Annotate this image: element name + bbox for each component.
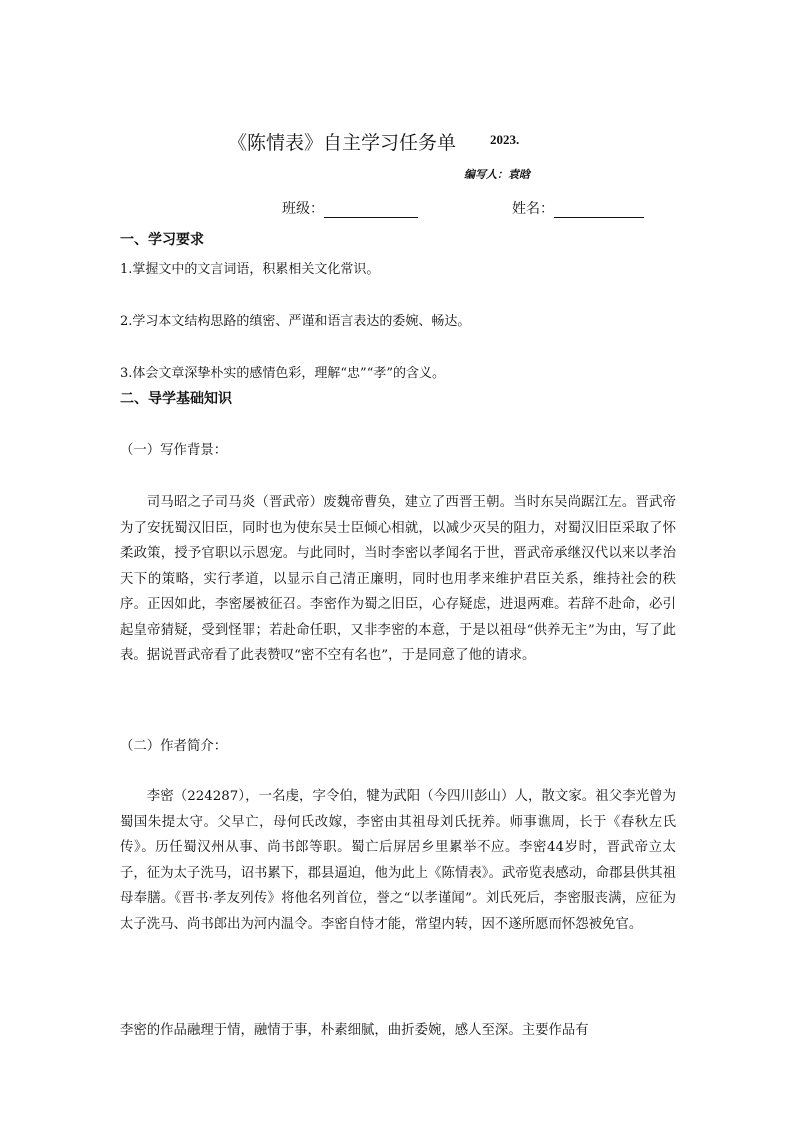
background-heading: （一）写作背景： <box>120 443 228 458</box>
name-label: 姓名： <box>512 201 554 217</box>
year-label: 2023. <box>490 132 520 147</box>
requirements-heading: 一、学习要求 <box>120 232 204 248</box>
requirement-item: 1.掌握文中的文言词语，积累相关文化常识。 <box>120 262 380 277</box>
class-field <box>282 198 418 218</box>
basics-heading: 二、导学基础知识 <box>120 391 232 407</box>
background-paragraph: 司马昭之子司马炎（晋武帝）废魏帝曹奂，建立了西晋王朝。当时东吴尚踞江左。晋武帝为了安抚蜀汉旧臣，同时也为使东吴士臣倾心相就，以减少灭吴的阻力，对蜀汉旧臣采取了怀柔政策，授予官职以示恩宠。与此同时，当时李密以孝闻名于世，晋武帝承继汉代以来以孝治天下的策略，实行孝道，以显示自己清正廉明，同时也用孝来维护君臣关系，维持社会的秩序。正因如此，李密屡被征召。李密作为蜀之旧臣，心存疑虑，进退两难。若辞不赴命，必引起皇帝猜疑，受到怪罪；若赴命任职，又非李密的本意，于是以祖母“供养无主”为由，写了此表。据说晋武帝看了此表赞叹“密不空有名也”，于是同意了他的请求。 <box>120 495 676 663</box>
requirement-item: 3.体会文章深挚朴实的感情色彩，理解“忠”“孝”的含义。 <box>120 366 445 381</box>
author-intro-paragraph: 李密（224287），一名虔，字令伯，犍为武阳（今四川彭山）人，散文家。祖父李光曾为蜀国朱提太守。父早亡，母何氏改嫁，李密由其祖母刘氏抚养。师事谯周，长于《春秋左氏传》。历任蜀汉州从事、尚书郎等职。蜀亡后屏居乡里累举不应。李密44岁时，晋武帝立太子，征为太子洗马，诏书累下，郡县逼迫，他为此上《陈情表》。武帝览表感动，命郡县供其祖母奉膳。《晋书·孝友列传》将他名列首位，誉之“以孝谨闻”。刘氏死后，李密服丧满，应征为太子洗马、尚书郎出为河内温令。李密自恃才能，常望内转，因不遂所愿而怀怨被免官。 <box>120 789 676 932</box>
page-title: 《陈情表》自主学习任务单 <box>228 132 457 154</box>
class-label: 班级： <box>282 201 324 217</box>
requirement-item: 2.学习本文结构思路的缜密、严谨和语言表达的委婉、畅达。 <box>120 314 471 329</box>
name-blank-line[interactable] <box>554 203 644 218</box>
name-field <box>512 198 644 218</box>
works-paragraph: 李密的作品融理于情，融情于事，朴素细腻，曲折委婉，感人至深。主要作品有 <box>120 1023 589 1038</box>
author-intro-heading: （二）作者简介： <box>120 739 228 754</box>
class-blank-line[interactable] <box>324 203 418 218</box>
author-line: 编写人：袁晗 <box>464 168 530 181</box>
